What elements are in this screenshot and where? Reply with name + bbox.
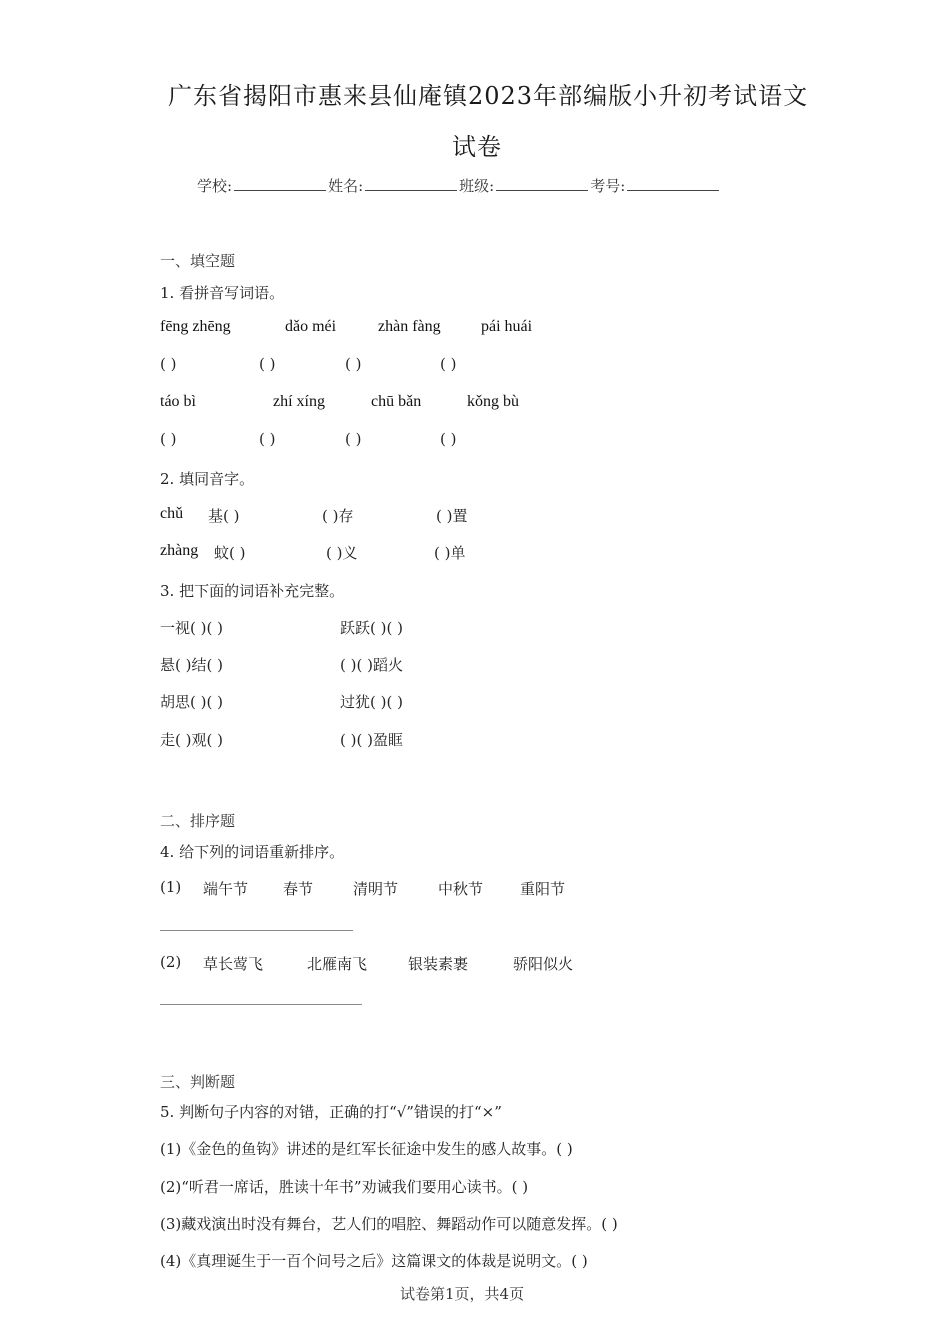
page-footer: 试卷第1页，共4页 [400,1285,525,1303]
sort-item: 春节 [283,880,314,898]
idiom-blank[interactable]: 走( )观( ) [160,731,223,749]
q2-blank[interactable]: ( )单 [434,544,466,562]
answer-blank[interactable]: ( ) [440,430,457,448]
sort-item: 骄阳似火 [513,955,574,973]
idiom-blank[interactable]: 一视( )( ) [160,619,223,637]
pinyin-7: chū bǎn [371,393,422,410]
pinyin-5: táo bì [160,393,196,410]
pinyin-8: kǒng bù [467,393,519,410]
idiom-blank[interactable]: 胡思( )( ) [160,693,223,711]
q2-blank[interactable]: ( )置 [436,507,468,525]
q2-blank[interactable]: ( )存 [322,507,354,525]
sort-item: 端午节 [203,880,249,898]
q2-pinyin-chu: chǔ [160,505,184,522]
q2-blank[interactable]: ( )义 [326,544,358,562]
question-1-title: 1. 看拼音写词语。 [160,284,285,302]
judgement-item[interactable]: (3)藏戏演出时没有舞台，艺人们的唱腔、舞蹈动作可以随意发挥。( ) [160,1215,618,1233]
answer-blank[interactable]: ( ) [259,355,276,373]
answer-blank[interactable]: ( ) [160,355,177,373]
name-label: 姓名: [328,177,364,195]
question-4-title: 4. 给下列的词语重新排序。 [160,843,345,861]
idiom-blank[interactable]: ( )( )蹈火 [340,656,403,674]
q2-blank[interactable]: 蚊( ) [214,544,246,562]
sort-item: 北雁南飞 [307,955,368,973]
sort-item: 重阳节 [520,880,566,898]
answer-blank[interactable]: ( ) [440,355,457,373]
sort-group-2-label: (2) [160,953,182,971]
idiom-blank[interactable]: 过犹( )( ) [340,693,403,711]
idiom-blank[interactable]: ( )( )盈眶 [340,731,403,749]
section-1-heading: 一、填空题 [160,252,236,270]
q2-blank[interactable]: 基( ) [208,507,240,525]
name-blank[interactable] [365,176,457,191]
judgement-item[interactable]: (2)“听君一席话，胜读十年书”劝诫我们要用心读书。( ) [160,1178,529,1196]
pinyin-2: dǎo méi [285,318,337,335]
section-2-heading: 二、排序题 [160,812,236,830]
judgement-item[interactable]: (1)《金色的鱼钩》讲述的是红军长征途中发生的感人故事。( ) [160,1140,573,1158]
sort-answer-line-1[interactable] [160,930,353,931]
class-label: 班级: [459,177,495,195]
sort-item: 草长莺飞 [203,955,264,973]
judgement-item[interactable]: (4)《真理诞生于一百个问号之后》这篇课文的体裁是说明文。( ) [160,1252,588,1270]
question-3-title: 3. 把下面的词语补充完整。 [160,582,345,600]
answer-blank[interactable]: ( ) [345,355,362,373]
sort-group-1-label: (1) [160,878,182,896]
school-blank[interactable] [234,176,326,191]
pinyin-1: fēng zhēng [160,318,231,335]
sort-answer-line-2[interactable] [160,1004,362,1005]
title-line-1: 广东省揭阳市惠来县仙庵镇2023年部编版小升初考试语文 [168,82,809,110]
sort-item: 中秋节 [438,880,484,898]
question-2-title: 2. 填同音字。 [160,470,255,488]
question-5-title: 5. 判断句子内容的对错，正确的打“√”错误的打“×” [160,1103,502,1121]
idiom-blank[interactable]: 悬( )结( ) [160,656,223,674]
school-label: 学校: [197,177,233,195]
idiom-blank[interactable]: 跃跃( )( ) [340,619,403,637]
section-3-heading: 三、判断题 [160,1073,236,1091]
student-info-row [197,175,721,196]
pinyin-6: zhí xíng [273,393,325,410]
answer-blank[interactable]: ( ) [160,430,177,448]
sort-item: 清明节 [353,880,399,898]
number-label: 考号: [590,177,626,195]
answer-blank[interactable]: ( ) [345,430,362,448]
sort-item: 银装素裹 [408,955,469,973]
pinyin-4: pái huái [481,318,533,335]
number-blank[interactable] [627,176,719,191]
q2-pinyin-zhang: zhàng [160,542,199,559]
class-blank[interactable] [496,176,588,191]
answer-blank[interactable]: ( ) [259,430,276,448]
title-line-2: 试卷 [452,133,502,161]
pinyin-3: zhàn fàng [378,318,441,335]
